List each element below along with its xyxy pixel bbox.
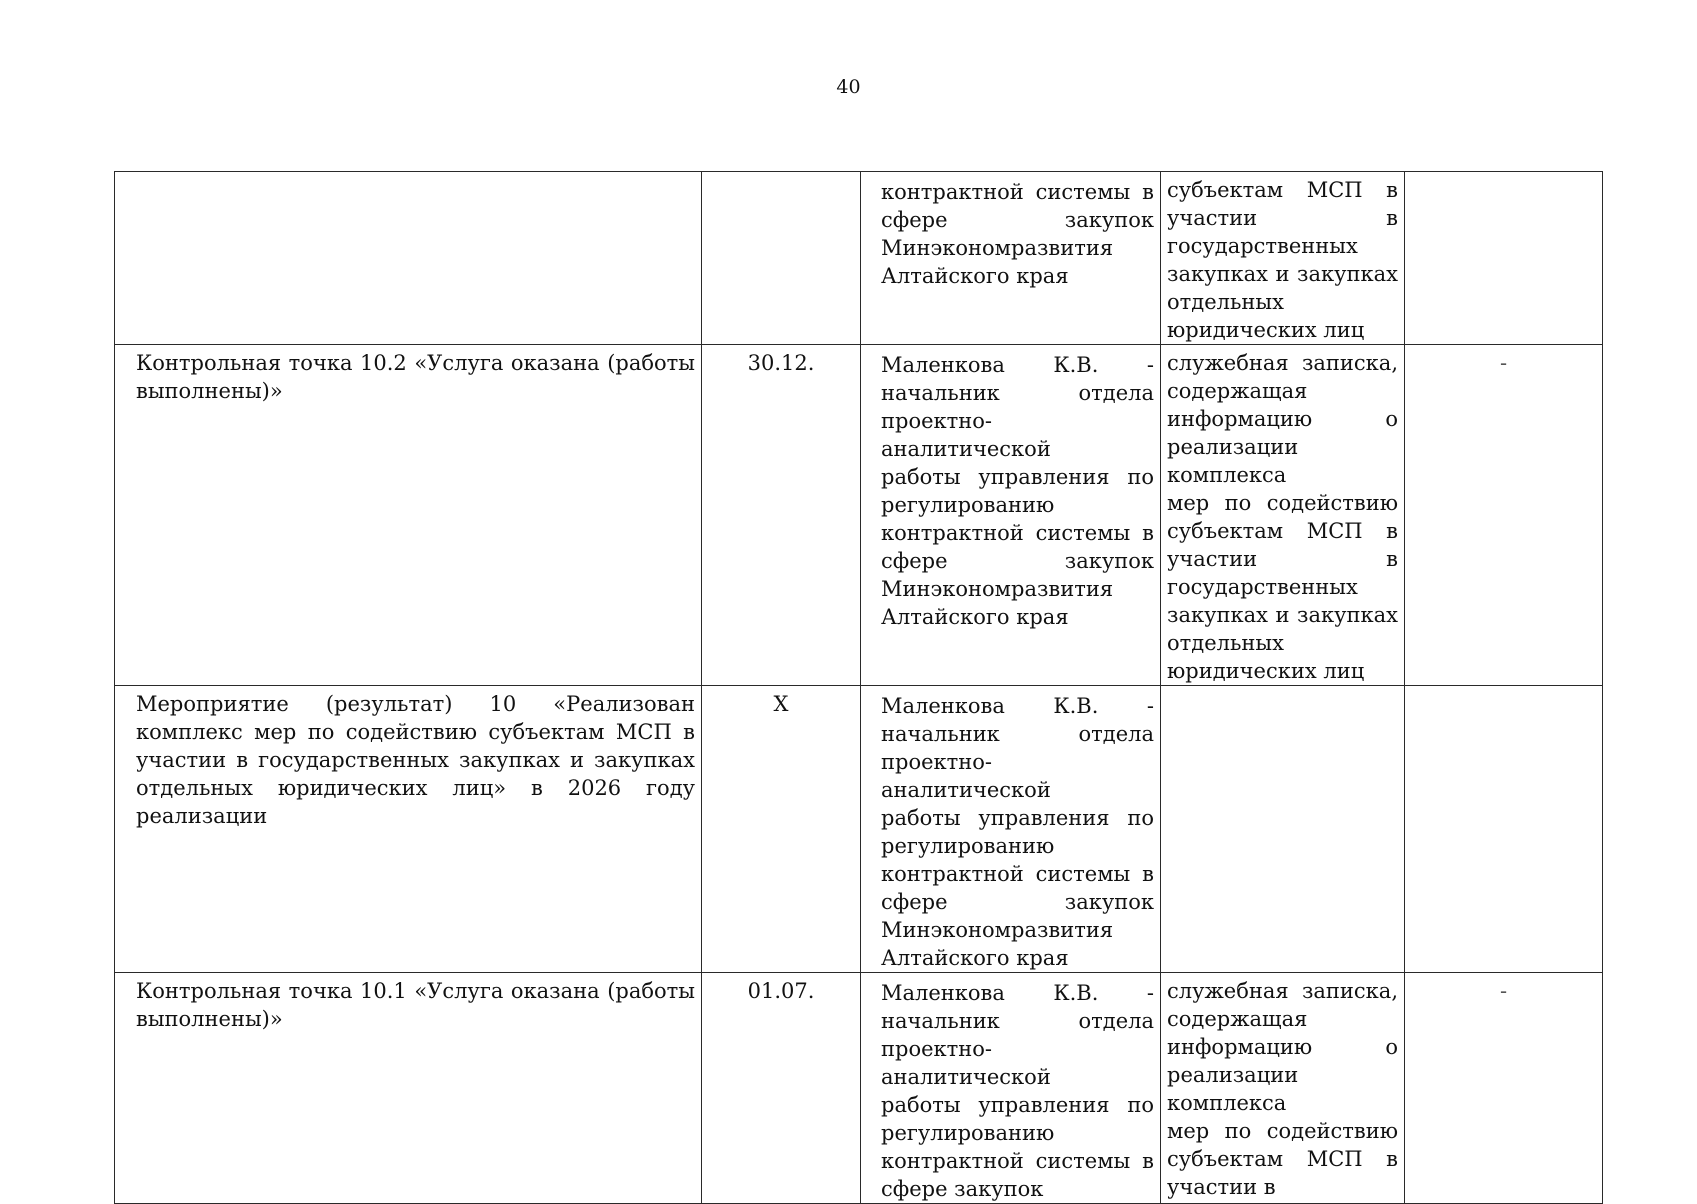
document-line: отдельных bbox=[1167, 290, 1284, 314]
cell-document bbox=[1161, 973, 1405, 1204]
responsible-line: Алтайского края bbox=[881, 264, 1069, 288]
table-body bbox=[115, 172, 1603, 1204]
document-line: мер по содействию bbox=[1167, 491, 1398, 515]
event-name-text: Мероприятие (результат) 10 «Реализован комплекс мер по содействию субъектам МСП в участии в государственных закупках и закупках отдельных юридических лиц» в 2026 году реализации bbox=[136, 692, 695, 828]
document-line: участии в bbox=[1167, 1175, 1276, 1199]
responsible-line: сфере закупок bbox=[881, 549, 1154, 573]
document-line: служебная записка, bbox=[1167, 351, 1398, 375]
document-line: информацию о bbox=[1167, 407, 1398, 431]
cell-document bbox=[1161, 172, 1405, 345]
cell-deadline bbox=[702, 973, 861, 1204]
table-row bbox=[115, 686, 1603, 973]
page-number: 40 bbox=[836, 76, 861, 98]
control-points-table bbox=[114, 171, 1603, 1204]
responsible-line: Минэкономразвития bbox=[881, 236, 1114, 260]
responsible-line: регулированию bbox=[881, 493, 1055, 517]
document-line: информацию о bbox=[1167, 1035, 1398, 1059]
responsible-line: проектно-аналитической bbox=[881, 1037, 1051, 1089]
responsible-line: проектно-аналитической bbox=[881, 750, 1051, 802]
document-line: реализации комплекса bbox=[1167, 1063, 1299, 1115]
cell-deadline bbox=[702, 172, 861, 345]
cell-event-name bbox=[115, 686, 702, 973]
responsible-line: сфере закупок bbox=[881, 1177, 1044, 1201]
document-line: участии в bbox=[1167, 206, 1398, 230]
table-row bbox=[115, 973, 1603, 1204]
cell-event-name bbox=[115, 973, 702, 1204]
responsible-line: контрактной системы в bbox=[881, 180, 1154, 204]
cell-deadline bbox=[702, 686, 861, 973]
document-line: содержащая bbox=[1167, 1007, 1308, 1031]
document-line: юридических лиц bbox=[1167, 318, 1365, 342]
cell-document bbox=[1161, 686, 1405, 973]
responsible-line: контрактной системы в bbox=[881, 521, 1154, 545]
responsible-line: Алтайского края bbox=[881, 605, 1069, 629]
cell-responsible bbox=[861, 345, 1161, 686]
responsible-line: контрактной системы в bbox=[881, 1149, 1154, 1173]
responsible-line: Маленкова К.В. - bbox=[881, 694, 1154, 718]
cell-deadline bbox=[702, 345, 861, 686]
document-line: участии в bbox=[1167, 547, 1398, 571]
responsible-line: Алтайского края bbox=[881, 946, 1069, 970]
document-line: субъектам МСП в bbox=[1167, 1147, 1398, 1171]
document-line: отдельных bbox=[1167, 631, 1284, 655]
document-line: содержащая bbox=[1167, 379, 1308, 403]
document-line: государственных bbox=[1167, 234, 1358, 258]
document-line: субъектам МСП в bbox=[1167, 519, 1398, 543]
responsible-line: регулированию bbox=[881, 834, 1055, 858]
cell-responsible bbox=[861, 172, 1161, 345]
responsible-line: сфере закупок bbox=[881, 208, 1154, 232]
responsible-line: Минэкономразвития bbox=[881, 918, 1114, 942]
responsible-line: Маленкова К.В. - bbox=[881, 981, 1154, 1005]
document-line: закупках и закупках bbox=[1167, 262, 1398, 286]
responsible-line: начальник отдела bbox=[881, 722, 1154, 746]
responsible-line: проектно-аналитической bbox=[881, 409, 1051, 461]
responsible-line: регулированию bbox=[881, 1121, 1055, 1145]
table-row bbox=[115, 345, 1603, 686]
info-system-text: - bbox=[1499, 351, 1508, 375]
responsible-line: работы управления по bbox=[881, 806, 1154, 830]
event-name-text: Контрольная точка 10.2 «Услуга оказана (работы выполнены)» bbox=[136, 351, 695, 403]
info-system-text: - bbox=[1499, 979, 1508, 1003]
deadline-text: 01.07. bbox=[747, 979, 815, 1003]
document-line: мер по содействию bbox=[1167, 1119, 1398, 1143]
cell-info-system bbox=[1405, 345, 1603, 686]
document-line: юридических лиц bbox=[1167, 659, 1365, 683]
responsible-line: работы управления по bbox=[881, 1093, 1154, 1117]
cell-responsible bbox=[861, 686, 1161, 973]
event-name-text: Контрольная точка 10.1 «Услуга оказана (работы выполнены)» bbox=[136, 979, 695, 1031]
cell-info-system bbox=[1405, 686, 1603, 973]
responsible-line: Минэкономразвития bbox=[881, 577, 1114, 601]
cell-document bbox=[1161, 345, 1405, 686]
responsible-line: начальник отдела bbox=[881, 1009, 1154, 1033]
document-line: государственных bbox=[1167, 575, 1358, 599]
cell-responsible bbox=[861, 973, 1161, 1204]
table-row bbox=[115, 172, 1603, 345]
responsible-line: начальник отдела bbox=[881, 381, 1154, 405]
deadline-text: 30.12. bbox=[747, 351, 815, 375]
cell-event-name bbox=[115, 345, 702, 686]
document-line: закупках и закупках bbox=[1167, 603, 1398, 627]
responsible-line: контрактной системы в bbox=[881, 862, 1154, 886]
cell-event-name bbox=[115, 172, 702, 345]
document-line: служебная записка, bbox=[1167, 979, 1398, 1003]
responsible-line: Маленкова К.В. - bbox=[881, 353, 1154, 377]
cell-info-system bbox=[1405, 172, 1603, 345]
responsible-line: работы управления по bbox=[881, 465, 1154, 489]
cell-info-system bbox=[1405, 973, 1603, 1204]
document-line: реализации комплекса bbox=[1167, 435, 1299, 487]
responsible-line: сфере закупок bbox=[881, 890, 1154, 914]
document-line: субъектам МСП в bbox=[1167, 178, 1398, 202]
deadline-text: Х bbox=[773, 692, 789, 716]
